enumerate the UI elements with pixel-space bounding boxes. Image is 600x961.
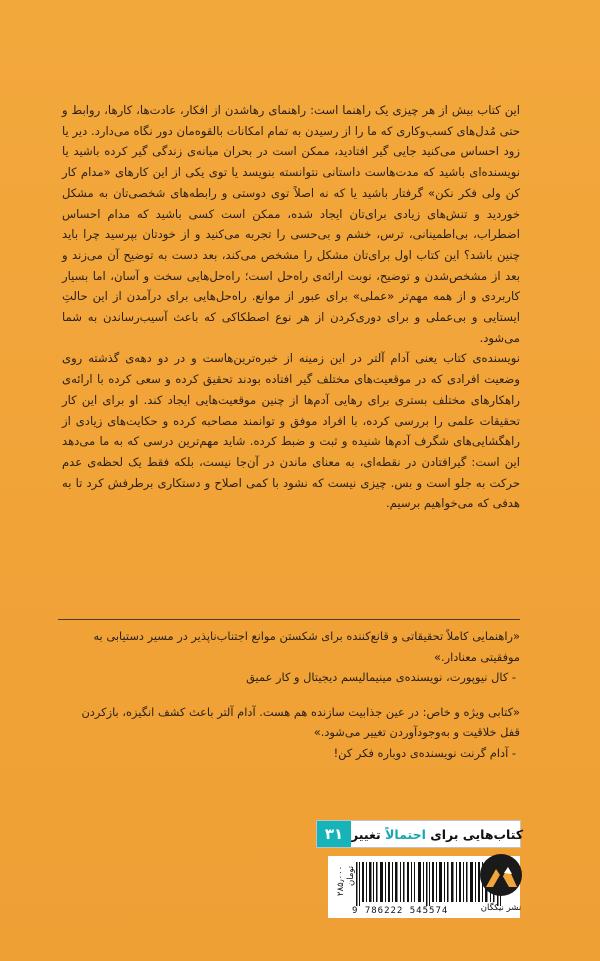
blurb bbox=[62, 100, 520, 514]
endorsement-quote bbox=[62, 702, 520, 764]
series-title bbox=[351, 827, 523, 842]
publisher-name: نشر نیکگان bbox=[480, 903, 522, 913]
publisher-logo bbox=[478, 851, 524, 923]
mountain-logo-icon bbox=[478, 851, 524, 901]
series-number: ۳۱ bbox=[317, 821, 351, 847]
quote-attribution: - آدام گرنت نویسنده‌ی دوباره فکر کن! bbox=[333, 745, 516, 760]
series-highlight: احتمالاً bbox=[385, 826, 426, 842]
series-suffix: تغییر bbox=[351, 826, 381, 842]
quote-text: «راهنمایی کاملاً تحقیقاتی و قانع‌کننده برای شکستن موانع اجتناب‌ناپذیر در مسیر دستیابی به موفقیتی معنادار.» bbox=[93, 629, 520, 664]
series-banner bbox=[316, 820, 524, 848]
series-prefix: کتاب‌هایی برای bbox=[430, 826, 524, 842]
divider-line bbox=[58, 619, 520, 620]
endorsements bbox=[62, 626, 520, 777]
quote-attribution: - کال نیوپورت، نویسنده‌ی مینیمالیسم دیجیتال و کار عمیق bbox=[246, 670, 516, 684]
blurb-paragraph-2: نویسنده‌ی کتاب یعنی آدام آلتر در این زمینه از خبره‌ترین‌هاست و در دو دهه‌ی گذشته روی وضعیت افرادی که در موقعیت‌های مختلف گیر افتاده بودند تحقیق کرده و سعی کرده با ارائه‌ی راهکارهای مختلف بستری برای رهایی آدم‌ها از چنین موقعیت‌هایی ایجاد کند. او برای این کار تحقیقات علمی را بررسی کرده، با افراد موفق و توانمند مصاحبه کرده و حکایت‌های زیادی از راهگشایی‌های شگرف آدم‌ها شنیده و ثبت و ضبط کرده. شاید مهم‌ترین درسی که به ما می‌دهد این است: گیرافتادن در نقطه‌ای، به معنای ماندن در آن‌جا نیست، بلکه فقط یک لحظه‌ی عدم حرکت به جلو است و بس. چیزی نیست که نشود با کمی اصلاح و دستکاری برطرفش کرد تا به هدفی که می‌خواهیم برسیم. bbox=[62, 351, 520, 511]
barcode-digits: 9 786222 545574 bbox=[352, 906, 449, 916]
price-label: ۲۸۵٫۰۰۰ تومان bbox=[336, 866, 356, 897]
blurb-paragraph-1: این کتاب بیش از هر چیزی یک راهنما است: راهنمای رهاشدن از افکار، عادت‌ها، کارها، روابط و حتی مُدل‌های کسب‌وکاری که ما را از رسیدن به تمام امکانات بالقوه‌مان دور نگاه می‌دارد. دیر یا زود احساس می‌کنید جایی گیر افتادید، ممکن است در بحران میانه‌ی زندگی گیر کرده باشید یا نویسنده‌ای باشید که مدت‌هاست داستانی نتوانسته بنویسد یا توی یکی از این کارهای «مدام کار کن ولی فکر نکن» گرفتار باشید یا که نه اصلاً توی دوستی و رابطه‌های شخصی‌تان به مشکل خوردید و تنش‌های زیادی برای‌تان ایجاد شده، ممکن است کسی باشید که مدام احساس اضطراب، بی‌اطمینانی، ترس، خشم و بی‌حسی را تجربه می‌کنید و از خودتان بپرسید چرا باید چنین باشد؟ این کتاب اول برای‌تان مشکل را مشخص می‌کند، بعد دست به توضیح آن می‌زند و بعد از مشخص‌شدن و توضیح، نوبت ارائه‌ی راه‌حل است؛ راه‌حل‌هایی سخت و آسان، اما بسیار کاربردی و از همه مهم‌تر «عملی» برای عبور از موانع. راه‌حل‌هایی برای درآمدن از این حالتِ ایستایی و بی‌عملی و برای دوری‌کردن از هر نوع اصطکاکی که باعث آسیب‌رساندن به شما می‌شود. bbox=[62, 103, 520, 345]
endorsement-quote bbox=[62, 626, 520, 688]
quote-text: «کتابی ویژه و خاص: در عین جذابیت سازنده هم هست. آدام آلتر باعث کشف انگیزه، بازکردن قفل خلاقیت و به‌وجودآوردن تغییر می‌شود.» bbox=[81, 704, 520, 739]
